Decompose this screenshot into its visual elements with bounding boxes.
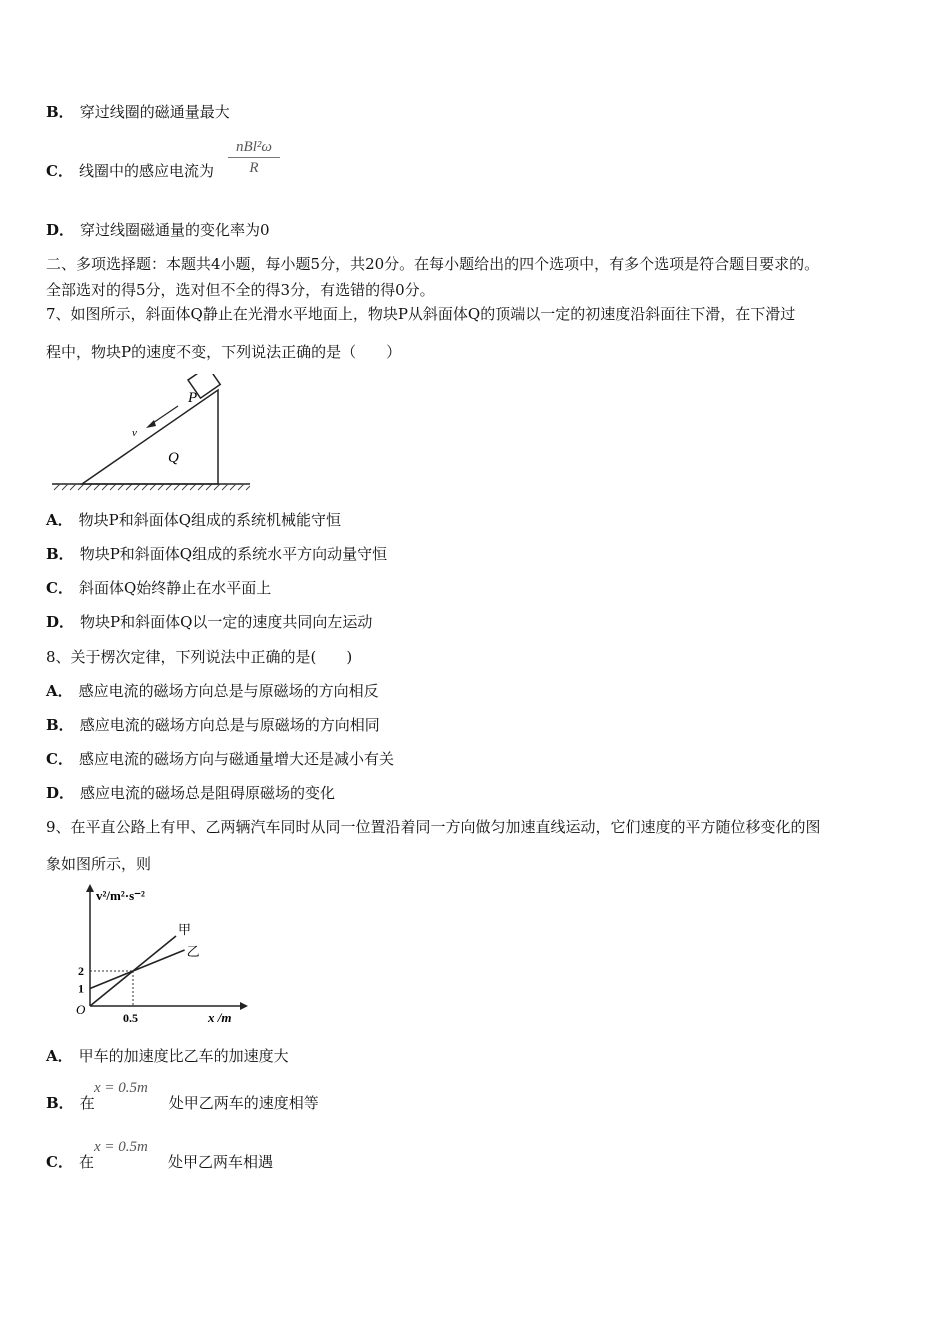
q8-stem: 8、关于楞次定律，下列说法中正确的是( ) [46, 648, 353, 666]
x-tick-label: 0.5 [123, 1011, 138, 1025]
position-expression: x = 0.5m [94, 1139, 148, 1155]
option-letter: D． [46, 613, 75, 631]
q7-option-d [46, 612, 372, 632]
current-fraction [228, 139, 280, 177]
fraction-numerator: nBl²ω [228, 139, 280, 158]
q7-incline-figure [50, 374, 255, 494]
q8-option-d [46, 783, 335, 803]
option-text: 感应电流的磁场方向总是与原磁场的方向相反 [78, 682, 379, 700]
origin-label: O [76, 1002, 86, 1017]
q9-v2-x-chart [44, 880, 254, 1030]
option-text: 物块P和斜面体Q组成的系统水平方向动量守恒 [79, 545, 388, 563]
option-text: 穿过线圈磁通量的变化率为0 [80, 221, 270, 239]
option-text: 物块P和斜面体Q组成的系统机械能守恒 [78, 511, 342, 529]
velocity-label: v [132, 427, 137, 439]
wedge-q-label: Q [168, 450, 179, 466]
y-tick-label: 1 [78, 981, 84, 996]
series-line-yi [90, 950, 185, 989]
series-label: 乙 [186, 944, 200, 959]
series-label: 甲 [178, 922, 192, 937]
section2-instruction-line2: 全部选对的得5分，选对但不全的得3分，有选错的得0分。 [46, 281, 435, 299]
q9-option-a [46, 1046, 289, 1066]
option-letter: B． [46, 716, 74, 734]
x-axis-arrow [240, 1002, 248, 1010]
option-letter: A． [46, 682, 73, 700]
q7-option-c [46, 578, 271, 598]
option-text: 感应电流的磁场总是阻碍原磁场的变化 [80, 784, 336, 802]
q7-option-a [46, 510, 341, 530]
option-letter: C． [46, 1153, 73, 1171]
option-letter: B． [46, 1094, 74, 1112]
q9-option-c [46, 1152, 273, 1172]
y-axis-arrow [86, 884, 94, 892]
q6-option-c [46, 161, 214, 181]
ground-hatching [54, 484, 250, 490]
option-letter: B． [46, 545, 74, 563]
option-letter: C． [46, 750, 73, 768]
q8-option-c [46, 749, 394, 769]
option-text: 物块P和斜面体Q以一定的速度共同向左运动 [80, 613, 373, 631]
option-letter: C． [46, 162, 73, 180]
option-text: 处甲乙两车的速度相等 [168, 1094, 319, 1112]
section2-instruction-line1: 二、多项选择题：本题共4小题，每小题5分，共20分。在每小题给出的四个选项中，有多个选项是符合题目要求的。 [46, 255, 820, 273]
option-text: 感应电流的磁场方向总是与原磁场的方向相同 [79, 716, 380, 734]
q6-option-d [46, 220, 270, 240]
q9-stem-line2: 象如图所示，则 [46, 855, 152, 873]
y-tick-label: 2 [78, 964, 84, 978]
option-letter: A． [46, 511, 73, 529]
position-expression: x = 0.5m [94, 1080, 148, 1096]
option-letter: A． [46, 1047, 73, 1065]
option-text: 斜面体Q始终静止在水平面上 [78, 579, 272, 597]
option-letter: C． [46, 579, 73, 597]
option-text: 感应电流的磁场方向与磁通量增大还是减小有关 [78, 750, 394, 768]
option-letter: D． [46, 784, 75, 802]
option-letter: B． [46, 103, 74, 121]
option-letter: D． [46, 221, 75, 239]
block-p-label: P [188, 390, 198, 406]
wedge-q [82, 390, 218, 484]
q9-stem-line1: 9、在平直公路上有甲、乙两辆汽车同时从同一位置沿着同一方向做匀加速直线运动，它们速度的平方随位移变化的图 [46, 818, 821, 836]
q8-option-b [46, 715, 380, 735]
x-axis-label: x /m [208, 1010, 232, 1025]
option-text: 线圈中的感应电流为 [78, 162, 214, 180]
q7-option-b [46, 544, 387, 564]
option-prefix: 在 [79, 1094, 95, 1112]
option-text: 甲车的加速度比乙车的加速度大 [78, 1047, 289, 1065]
velocity-arrowhead [146, 420, 156, 428]
q6-option-b [46, 102, 230, 122]
q9-option-b [46, 1093, 319, 1113]
q8-option-a [46, 681, 379, 701]
option-prefix: 在 [78, 1153, 94, 1171]
fraction-denominator: R [249, 160, 259, 176]
option-text: 处甲乙两车相遇 [167, 1153, 273, 1171]
y-axis-label: v²/m²·s⁻² [96, 888, 145, 903]
q7-stem-line2: 程中，物块P的速度不变，下列说法正确的是（ ） [46, 343, 402, 361]
option-text: 穿过线圈的磁通量最大 [79, 103, 230, 121]
q7-stem-line1: 7、如图所示，斜面体Q静止在光滑水平地面上，物块P从斜面体Q的顶端以一定的初速度沿斜面往下滑，在下滑过 [46, 305, 796, 323]
